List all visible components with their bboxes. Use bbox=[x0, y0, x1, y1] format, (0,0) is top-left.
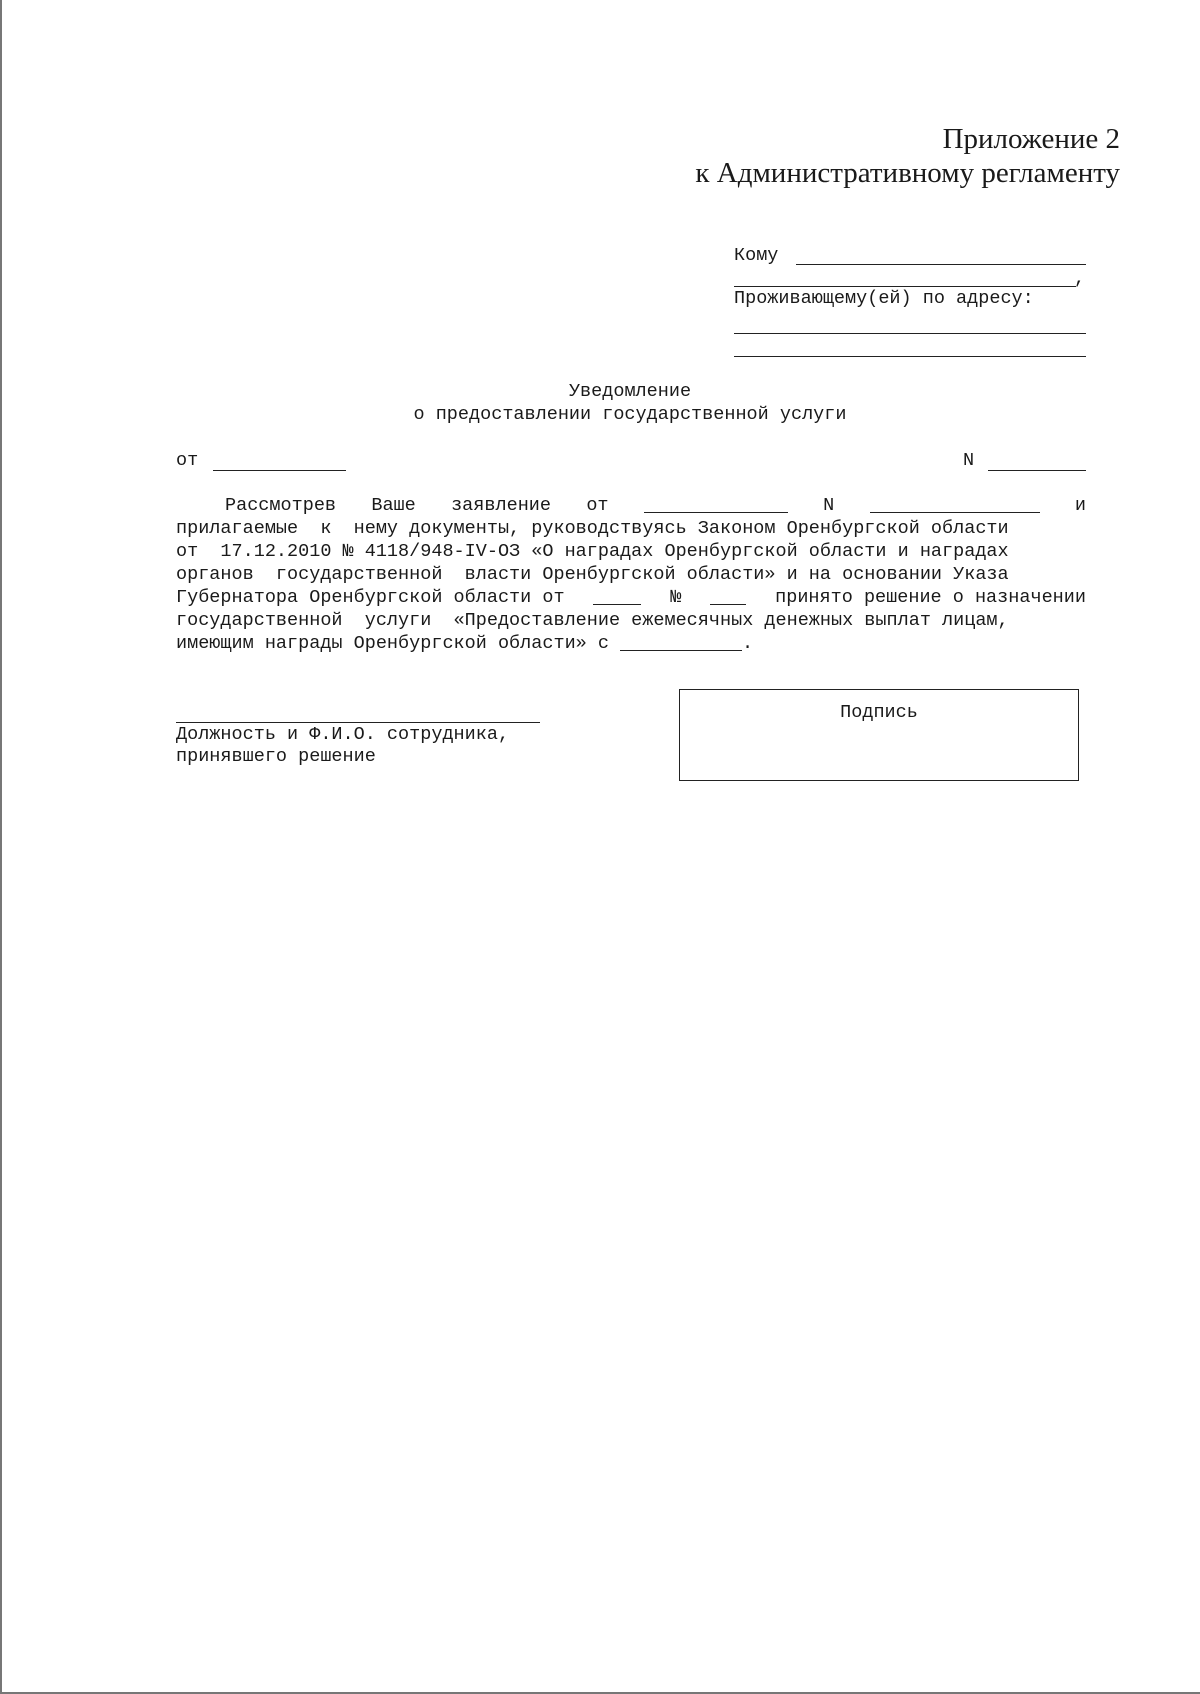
address-label: Проживающему(ей) по адресу: bbox=[734, 288, 1034, 309]
signature-label: Подпись bbox=[840, 702, 918, 723]
position-caption-2: принявшего решение bbox=[176, 746, 376, 767]
notice-title: Уведомление bbox=[568, 381, 692, 402]
scan-edge-left bbox=[0, 0, 2, 1694]
to-line-1 bbox=[796, 264, 1086, 265]
appendix-header bbox=[695, 122, 1120, 190]
appendix-number: Приложение 2 bbox=[942, 123, 1120, 155]
signature-box bbox=[679, 689, 1079, 781]
application-number-blank bbox=[870, 494, 1040, 513]
body-row-4: органов государственной власти Оренбургской области» и на основании Указа bbox=[176, 564, 1009, 585]
position-caption-1: Должность и Ф.И.О. сотрудника, bbox=[176, 724, 510, 745]
start-date-blank bbox=[620, 632, 742, 651]
to-line-2 bbox=[734, 286, 1076, 287]
notice-subtitle: о предоставлении государственной услуги bbox=[413, 404, 847, 425]
number-label: N bbox=[963, 450, 975, 471]
body-word: N bbox=[823, 495, 835, 516]
notice-body bbox=[176, 494, 1086, 655]
to-label: Кому bbox=[734, 245, 779, 266]
body-row-5: Губернатора Оренбургской области от № принято решение о назначении bbox=[176, 587, 1086, 608]
body-word: и bbox=[1074, 495, 1086, 516]
address-line-2 bbox=[734, 356, 1086, 357]
body-row-3: от 17.12.2010 № 4118/948-IV-ОЗ «О наградах Оренбургской области и наградах bbox=[176, 541, 1009, 562]
date-from-line bbox=[213, 470, 346, 471]
number-line bbox=[988, 470, 1086, 471]
application-date-blank bbox=[644, 494, 788, 513]
body-row-2: прилагаемые к нему документы, руководствуясь Законом Оренбургской области bbox=[176, 518, 1009, 539]
body-word: от bbox=[586, 495, 609, 516]
body-word: Ваше bbox=[371, 495, 416, 516]
body-row-1 bbox=[176, 494, 1086, 517]
position-line bbox=[176, 722, 540, 723]
body-row-7: имеющим награды Оренбургской области» с . bbox=[176, 633, 754, 654]
body-word: Рассмотрев bbox=[225, 495, 337, 516]
decree-date-blank bbox=[593, 586, 641, 605]
body-row-6: государственной услуги «Предоставление ежемесячных денежных выплат лицам, bbox=[176, 610, 1009, 631]
appendix-regulation: к Административному регламенту bbox=[695, 157, 1120, 189]
address-line-1 bbox=[734, 333, 1086, 334]
to-line-comma: , bbox=[1074, 268, 1086, 289]
body-word: заявление bbox=[451, 495, 551, 516]
decree-number-blank bbox=[710, 586, 746, 605]
date-from-label: от bbox=[176, 450, 199, 471]
